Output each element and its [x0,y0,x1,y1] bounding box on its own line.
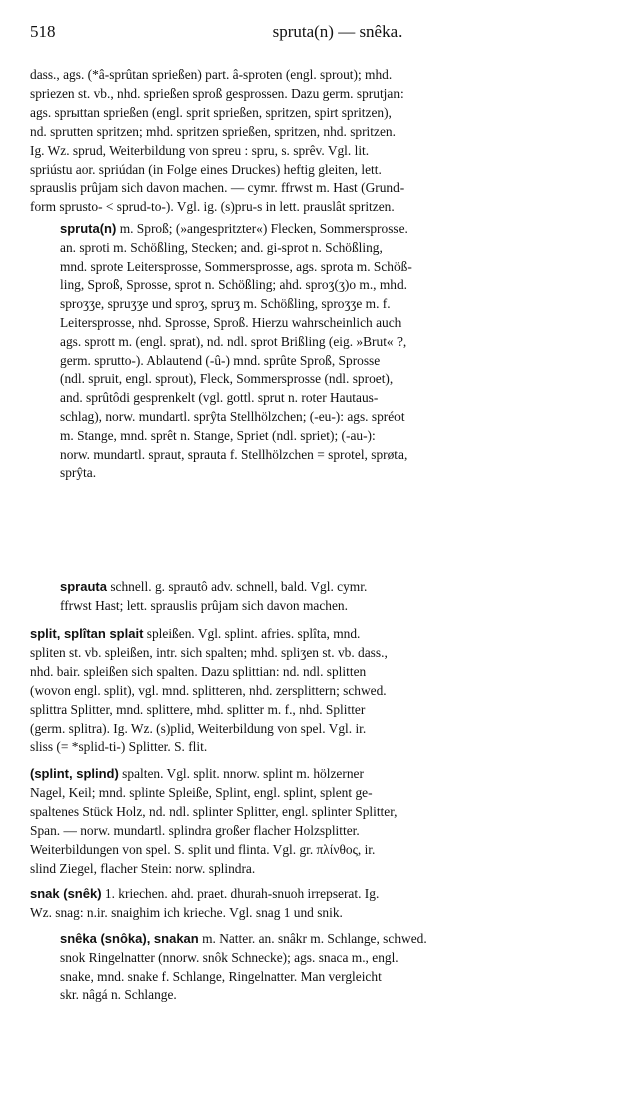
text-line [30,104,392,122]
headword: snêka (snôka), snakan [60,931,199,946]
text-line [30,720,366,738]
text-line [60,352,380,370]
text-line [30,784,373,802]
line-text: spriezen st. vb., nhd. sprießen sproß gesprossen. Dazu germ. sprutjan: [30,85,404,101]
line-text: ags. sprott m. (engl. sprat), nd. ndl. sprot Brißling (eig. »Brut« ?, [60,333,407,349]
line-text: m. Sproß; (»angespritzter«) Flecken, Sommersprosse. [116,221,408,236]
text-line [60,408,405,426]
line-text: snok Ringelnatter (nnorw. snôk Schnecke); ags. snaca m., engl. [60,949,399,965]
line-text: (germ. splitra). Ig. Wz. (s)plid, Weiterbildung von spel. Vgl. ir. [30,720,367,736]
line-text: Ig. Wz. sprud, Weiterbildung von spreu : spru, s. sprêv. Vgl. lit. [30,142,370,158]
text-line [60,258,412,276]
line-text: schnell. g. sprautô adv. schnell, bald. Vgl. cymr. [106,579,368,594]
line-text: Span. — norw. mundartl. splindra großer flacher Holzsplitter. [30,822,360,838]
line-text: spalten. Vgl. split. nnorw. splint m. hölzerner [118,766,364,781]
text-line [60,220,408,238]
text-line [30,161,382,179]
line-text: sprauslis prûjam sich davon machen. — cymr. ffrwst m. Hast (Grund- [30,180,405,196]
headword: split, splîtan splait [30,626,144,641]
headword: (splint, splind) [30,766,119,781]
running-head: spruta(n) — snêka. [272,22,403,41]
text-line [30,142,369,160]
text-line [30,663,366,681]
line-text: spaltenes Stück Holz, nd. ndl. splinter Splitter, engl. splinter Splitter, [30,803,398,819]
text-line [60,389,378,407]
text-line [30,822,360,840]
page-number: 518 [30,22,56,41]
headword: spruta(n) [60,221,117,236]
text-line [60,427,376,445]
text-line [60,464,96,482]
line-text: (ndl. spruit, engl. sprout), Fleck, Sommersprosse (ndl. sproet), [60,371,394,387]
line-text: nd. sprutten spritzen; mhd. spritzen sprießen, spritzen, nhd. spritzen. [30,123,396,139]
line-text: spliten st. vb. spleißen, intr. sich spalten; mhd. spliʒen st. vb. dass., [30,644,388,660]
line-text: splittra Splitter, mnd. splittere, mhd. splitter m. f., nhd. Splitter [30,701,366,717]
line-text: ffrwst Hast; lett. sprauslis prûjam sich davon machen. [60,597,348,613]
page-header [30,22,605,46]
text-line [60,314,401,332]
text-line [30,66,392,84]
text-line [60,239,383,257]
line-text: and. sprûtôdi gesprenkelt (vgl. gottl. sprut n. roter Hautaus- [60,390,379,406]
line-text: spriústu aor. spriúdan (in Folge eines Druckes) heftig gleiten, lett. [30,161,382,177]
text-line [60,949,399,967]
line-text: skr. nâgá n. Schlange. [60,987,177,1003]
text-line [30,682,387,700]
line-text: sprŷta. [60,465,97,481]
line-text: m. Natter. an. snâkr m. Schlange, schwed. [198,931,427,946]
text-line [30,885,379,903]
text-line [30,123,396,141]
text-line [30,644,388,662]
text-line [60,930,427,948]
line-text: sproʒʒe, spruʒʒe und sproʒ, spruʒ m. Schößling, sproʒʒe m. f. [60,296,391,312]
line-text: m. Stange, mnd. sprêt n. Stange, Spriet (ndl. spriet); (-au-): [60,427,376,443]
line-text: 1. kriechen. ahd. praet. dhurah-snuoh irrepserat. Ig. [101,886,380,901]
text-line [30,85,404,103]
text-line [60,295,391,313]
text-line [60,986,177,1004]
headword: sprauta [60,579,107,594]
line-text: Weiterbildungen von spel. S. split und flinta. Vgl. gr. πλίνθος, ir. [30,841,376,857]
line-text: Nagel, Keil; mnd. splinte Spleiße, Splint, engl. splint, splent ge- [30,784,373,800]
text-line [30,841,375,859]
line-text: schlag), norw. mundartl. sprŷta Stellhölzchen; (-eu-): ags. spréot [60,409,405,424]
line-text: spleißen. Vgl. splint. afries. splîta, mnd. [143,626,361,641]
text-line [30,803,398,821]
line-text: norw. mundartl. spraut, sprauta f. Stellhölzchen = sprotel, sprøta, [60,446,408,462]
line-text: dass., ags. (*â-sprûtan sprießen) part. â-sproten (engl. sprout); mhd. [30,67,393,82]
text-line [60,333,406,351]
line-text: mnd. sprote Leitersprosse, Sommersprosse, ags. sprota m. Schöß- [60,258,412,274]
line-text: ags. sprыttan sprießen (engl. sprit sprießen, spritzen, spirt spritzen), [30,104,392,120]
line-text: Leitersprosse, nhd. Sprosse, Sproß. Hierzu wahrscheinlich auch [60,315,402,330]
line-text: germ. sprutto-). Ablautend (-û-) mnd. sprûte Sproß, Sprosse [60,352,381,368]
text-line [30,701,365,719]
line-text: an. sproti m. Schößling, Stecken; and. gi-sprot n. Schößling, [60,239,383,255]
line-text: nhd. bair. spleißen sich spalten. Dazu splittian: nd. ndl. splitten [30,663,367,679]
text-line [30,625,360,643]
line-text: form sprusto- < sprud-to-). Vgl. ig. (s)pru-s in lett. prauslât spritzen. [30,199,395,215]
text-line [30,198,395,216]
line-text: snake, mnd. snake f. Schlange, Ringelnatter. Man vergleicht [60,968,382,984]
text-line [60,597,348,615]
text-line [30,765,364,783]
text-line [60,370,393,388]
line-text: ling, Sproß, Sprosse, sprot n. Schößling; ahd. sproʒ(ʒ)o m., mhd. [60,277,408,293]
line-text: Wz. snag: n.ir. snaighim ich krieche. Vgl. snag 1 und snik. [30,904,343,920]
text-line [60,276,407,294]
text-line [60,446,407,464]
line-text: (wovon engl. split), vgl. mnd. splitteren, nhd. zersplittern; schwed. [30,682,387,698]
text-line [30,179,404,197]
headword: snak (snêk) [30,886,102,901]
text-line [30,860,255,878]
line-text: slind Ziegel, flacher Stein: norw. splindra. [30,860,256,876]
line-text: sliss (= *splid-ti-) Splitter. S. flit. [30,739,208,755]
text-line [30,904,343,922]
text-line [30,738,207,756]
text-line [60,968,382,986]
text-line [60,578,367,596]
